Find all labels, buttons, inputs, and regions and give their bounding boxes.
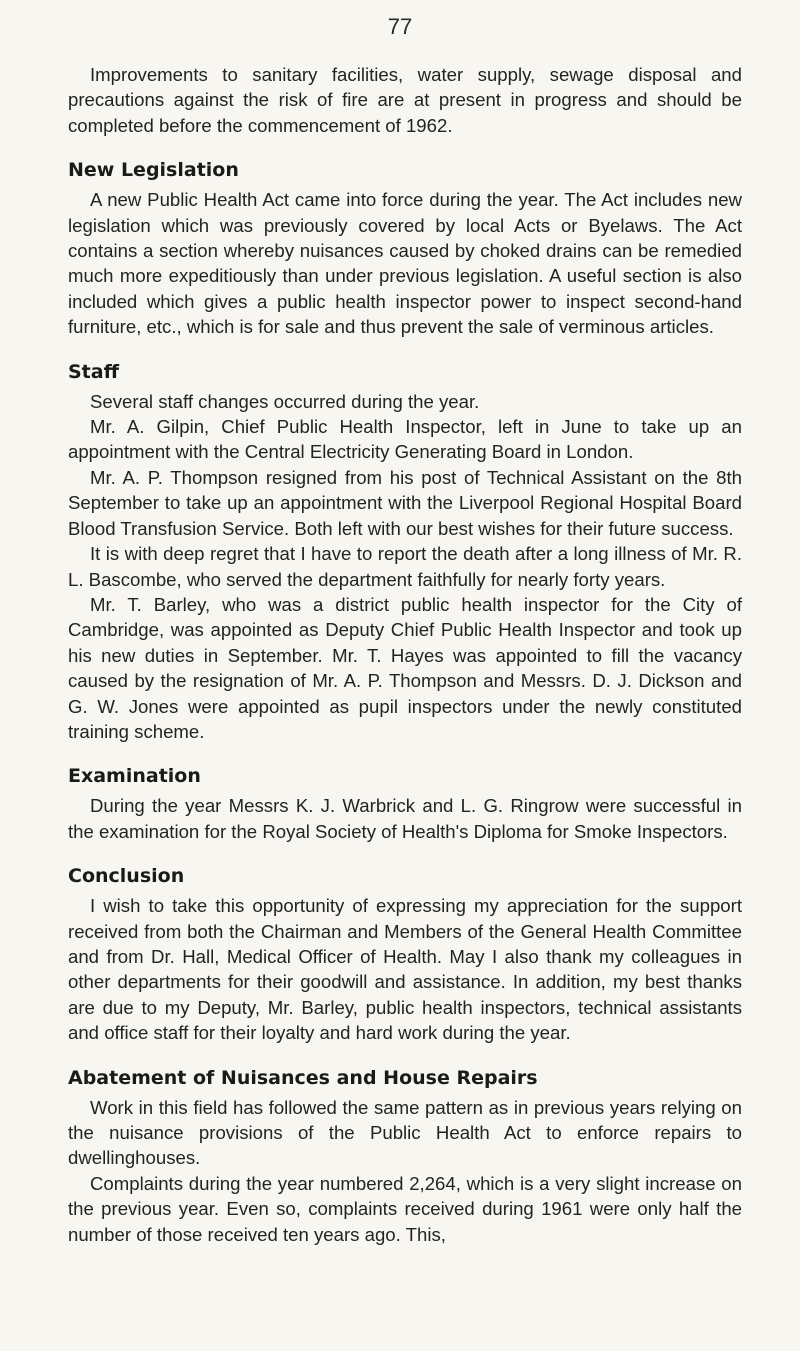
- examination-paragraph: During the year Messrs K. J. Warbrick and L. G. Ringrow were successful in the examination for the Royal Society of Health's Diploma for Smoke Inspectors.: [68, 795, 742, 842]
- page-number: 77: [387, 14, 413, 39]
- staff-heading: Staff: [68, 360, 119, 383]
- abatement-paragraph-2: Complaints during the year numbered 2,264, which is a very slight increase on the previous year. Even so, complaints received during 1961 were only half the number of those received ten years ago. This,: [68, 1172, 742, 1245]
- abatement-paragraph-1: Work in this field has followed the same pattern as in previous years relying on the nuisance provisions of the Public Health Act to enforce repairs to dwellinghouses.: [68, 1096, 742, 1169]
- staff-paragraph-2: Mr. A. Gilpin, Chief Public Health Inspector, left in June to take up an appointment with the Central Electricity Generating Board in London.: [68, 416, 742, 463]
- intro-paragraph: Improvements to sanitary facilities, water supply, sewage disposal and precautions against the risk of fire are at present in progress and should be completed before the commencement of 1962.: [68, 64, 742, 136]
- staff-paragraph-5: Mr. T. Barley, who was a district public health inspector for the City of Cambridge, was appointed as Deputy Chief Public Health Inspector and took up his new duties in September. Mr. T. Hayes was appointed to fill the vacancy caused by the resignation of Mr. A. P. Thompson and Messrs. D. J. Dickson and G. W. Jones were appointed as pupil inspectors under the newly constituted training scheme.: [68, 593, 742, 742]
- staff-paragraph-1: Several staff changes occurred during the year.: [90, 390, 480, 412]
- new-legislation-paragraph: A new Public Health Act came into force during the year. The Act includes new legislation which was previously covered by local Acts or Byelaws. The Act contains a section whereby nuisances caused by choked drains can be remedied much more expeditiously than under previous legislation. A useful section is also included which gives a public health inspector power to inspect second-hand furniture, etc., which is for sale and thus prevent the sale of verminous articles.: [68, 189, 742, 338]
- page-content: [68, 62, 742, 1247]
- new-legislation-heading: New Legislation: [68, 159, 239, 182]
- examination-heading: Examination: [68, 765, 201, 788]
- staff-paragraph-4: It is with deep regret that I have to report the death after a long illness of Mr. R. L. Bascombe, who served the department faithfully for nearly forty years.: [68, 543, 742, 590]
- abatement-heading: Abatement of Nuisances and House Repairs: [68, 1066, 538, 1089]
- staff-paragraph-3: Mr. A. P. Thompson resigned from his post of Technical Assistant on the 8th September to take up an appointment with the Liverpool Regional Hospital Board Blood Transfusion Service. Both left with our best wishes for their future success.: [68, 466, 742, 539]
- conclusion-heading: Conclusion: [68, 865, 185, 888]
- conclusion-paragraph: I wish to take this opportunity of expressing my appreciation for the support received from both the Chairman and Members of the General Health Committee and from Dr. Hall, Medical Officer of Health. May I also thank my colleagues in other departments for their goodwill and assistance. In addition, my best thanks are due to my Deputy, Mr. Barley, public health inspectors, technical assistants and office staff for their loyalty and hard work during the year.: [68, 895, 742, 1044]
